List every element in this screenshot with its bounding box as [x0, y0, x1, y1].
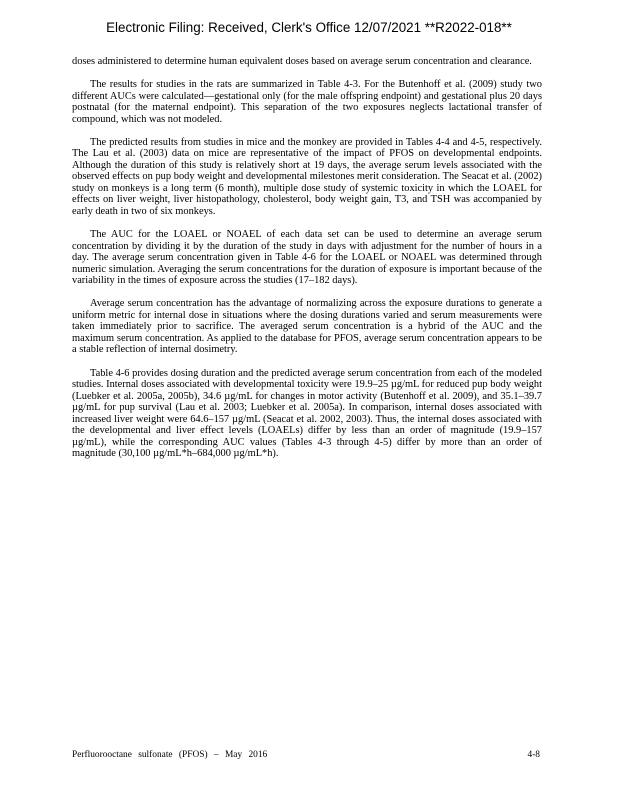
- paragraph-continuation: doses administered to determine human equivalent doses based on average serum concentration and clearance.: [72, 56, 532, 67]
- paragraph-rat-results: The results for studies in the rats are summarized in Table 4-3. For the Butenhoff et al. (2009) study two different AUCs were calculated—gestational only (for the male offspring endpoint) and gestational plus 20 days postnatal (for the maternal endpoint). This separation of the two exposures neglects lactational transfer of compound, which was not modeled.: [72, 79, 542, 125]
- footer-page-number: 4-8: [527, 750, 540, 760]
- paragraph-auc-average: The AUC for the LOAEL or NOAEL of each data set can be used to determine an average serum concentration by dividing it by the duration of the study in days with adjustment for the number of hours in a day. The average serum concentration given in Table 4-6 for the LOAEL or NOAEL was determined through numeric simulation. Averaging the serum concentrations for the duration of exposure is important because of the variability in the times of exposure across the studies (17–182 days).: [72, 229, 542, 287]
- filing-header-stamp: Electronic Filing: Received, Clerk's Office 12/07/2021 **R2022-018**: [106, 20, 512, 35]
- document-body: [72, 56, 542, 471]
- paragraph-average-serum: Average serum concentration has the advantage of normalizing across the exposure durations to generate a uniform metric for internal dose in situations where the dosing durations varied and serum measurements were taken immediately prior to sacrifice. The averaged serum concentration is a hybrid of the AUC and the maximum serum concentration. As applied to the database for PFOS, average serum concentration appears to be a stable reflection of internal dosimetry.: [72, 298, 542, 356]
- paragraph-mice-monkey-results: The predicted results from studies in mice and the monkey are provided in Tables 4-4 and 4-5, respectively. The Lau et al. (2003) data on mice are representative of the impact of PFOS on developmental endpoints. Although the duration of this study is relatively short at 19 days, the average serum levels associated with the observed effects on pup body weight and developmental milestones merit consideration. The Seacat et al. (2002) study on monkeys is a long term (6 month), multiple dose study of systemic toxicity in which the LOAEL for effects on liver weight, liver histopathology, cholesterol, body weight gain, T3, and TSH was accompanied by early death in two of six monkeys.: [72, 136, 542, 218]
- paragraph-table-4-6: Table 4-6 provides dosing duration and the predicted average serum concentration from each of the modeled studies. Internal doses associated with developmental toxicity were 19.9–25 µg/mL for reduced pup body weight (Luebker et al. 2005a, 2005b), 34.6 µg/mL for changes in motor activity (Butenhoff et al. 2009), and 35.1–39.7 µg/mL for pup survival (Lau et al. 2003; Luebker et al. 2005a). In comparison, internal doses associated with increased liver weight were 64.6–157 µg/mL (Seacat et al. 2002, 2003). Thus, the internal doses associated with the developmental and liver effect levels (LOAELs) differ by less than an order of magnitude (19.9–157 µg/mL), while the corresponding AUC values (Tables 4-3 through 4-5) differ by more than an order of magnitude (30,100 µg/mL*h–684,000 µg/mL*h).: [72, 367, 542, 460]
- footer-document-title: Perfluorooctane sulfonate (PFOS) – May 2016: [72, 750, 268, 760]
